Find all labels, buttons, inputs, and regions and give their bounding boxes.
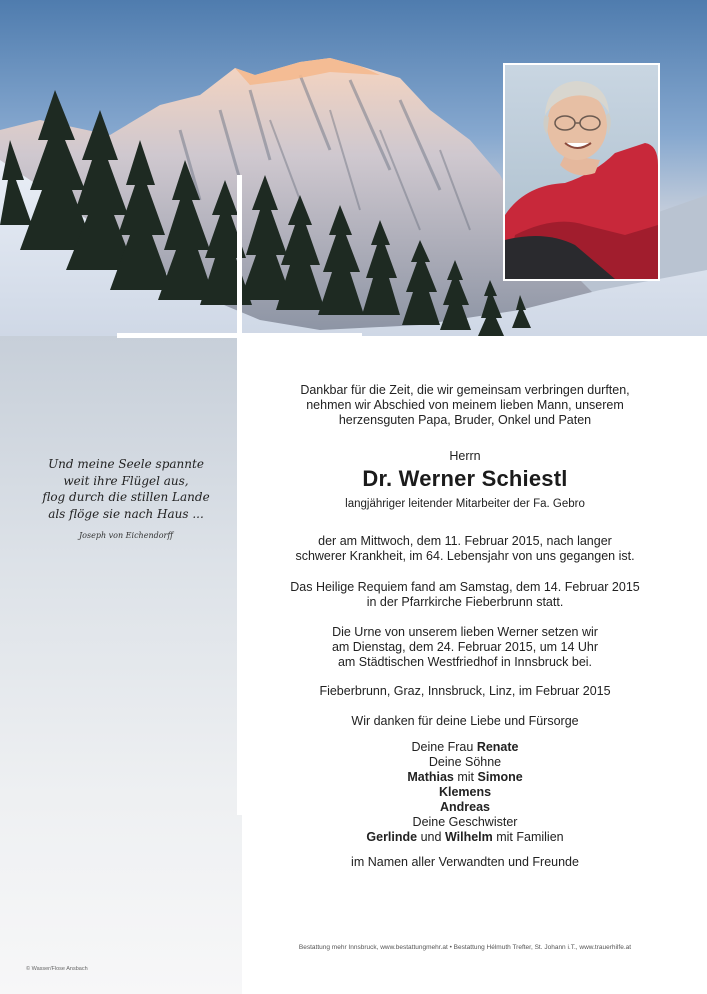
family-son-3-name: Andreas [439, 800, 491, 814]
family-siblings [250, 830, 680, 845]
family-son-1-partner: Simone [477, 770, 523, 784]
family-list [250, 740, 680, 845]
passing-text [250, 534, 680, 564]
verse-line: flog durch die stillen Lande [42, 490, 210, 504]
requiem-line: Das Heilige Requiem fand am Samstag, dem 14. Februar 2015 [290, 580, 640, 594]
funeral-home-footer: Bestattung mehr Innsbruck, www.bestattungmehr.at • Bestattung Hélmuth Trefter, St. Johann i.T., www.trauerhilfe.at [298, 944, 632, 951]
intro-line: Dankbar für die Zeit, die wir gemeinsam verbringen durften, [300, 383, 630, 397]
intro-line: nehmen wir Abschied von meinem lieben Mann, unserem [306, 398, 624, 412]
family-son-2-name: Klemens [438, 785, 492, 799]
thanks-text: Wir danken für deine Liebe und Fürsorge [351, 714, 579, 728]
burial-line: Die Urne von unserem lieben Werner setzen wir [332, 625, 598, 639]
burial-line: am Städtischen Westfriedhof in Innsbruck bei. [337, 655, 593, 669]
cross-vertical-line [237, 175, 242, 815]
family-sibling-1: Gerlinde [366, 830, 418, 844]
deceased-name: Dr. Werner Schiestl [362, 466, 568, 491]
burial-text [250, 625, 680, 670]
place-date: Fieberbrunn, Graz, Innsbruck, Linz, im Februar 2015 [319, 684, 611, 698]
family-son-1 [250, 770, 680, 785]
family-son-1-name: Mathias [407, 770, 454, 784]
passing-line: der am Mittwoch, dem 11. Februar 2015, nach langer [318, 534, 612, 548]
verse-line: weit ihre Flügel aus, [63, 473, 189, 488]
left-pane-background [0, 336, 242, 994]
requiem-text [250, 580, 680, 610]
verse-author: Joseph von Eichendorff [78, 531, 174, 540]
salutation: Herrn [449, 449, 481, 463]
intro-text [250, 383, 680, 428]
deceased-role: langjähriger leitender Mitarbeiter der Fa. Gebro [345, 498, 585, 510]
family-wife [250, 740, 680, 755]
cross-horizontal-line [117, 333, 362, 338]
family-wife-prefix: Deine Frau [411, 740, 474, 754]
portrait-photo [503, 63, 660, 281]
family-son-1-conj: mit [457, 770, 475, 784]
family-wife-name: Renate [476, 740, 519, 754]
family-son-3 [250, 800, 680, 815]
verse-line: Und meine Seele spannte [48, 457, 204, 471]
verse-line: als flöge sie nach Haus ... [48, 506, 204, 521]
family-sons-label: Deine Söhne [428, 755, 502, 769]
burial-line: am Dienstag, dem 24. Februar 2015, um 14 Uhr [331, 640, 599, 654]
passing-line: schwerer Krankheit, im 64. Lebensjahr von uns gegangen ist. [295, 549, 635, 563]
requiem-line: in der Pfarrkirche Fieberbrunn statt. [366, 595, 564, 609]
family-sibling-2: Wilhelm [444, 830, 493, 844]
intro-line: herzensguten Papa, Bruder, Onkel und Paten [338, 413, 592, 427]
family-siblings-label: Deine Geschwister [412, 815, 518, 829]
family-sibling-conj: und [420, 830, 442, 844]
photo-credit: © Wasser/Flose Ansbach [26, 966, 88, 972]
verse [22, 456, 230, 522]
family-siblings-suffix: mit Familien [496, 830, 564, 844]
family-son-2 [250, 785, 680, 800]
family-closing: im Namen aller Verwandten und Freunde [351, 855, 579, 869]
